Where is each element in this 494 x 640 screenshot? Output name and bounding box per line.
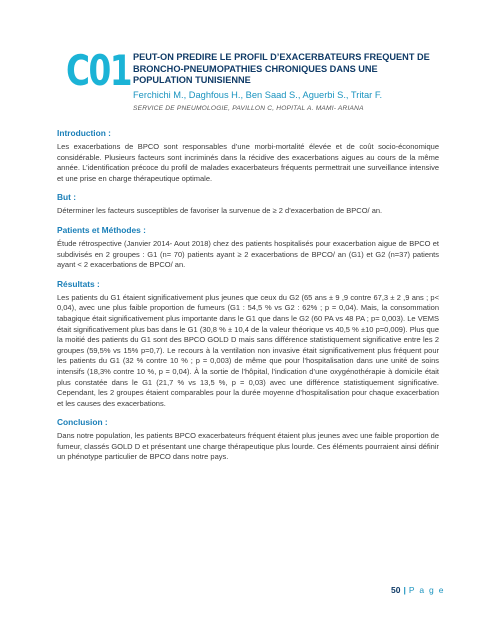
section-methods (57, 225, 439, 271)
section-but (57, 192, 439, 217)
page-number: 50 (391, 585, 401, 595)
abstract-body (57, 128, 439, 471)
page-footer (391, 585, 445, 595)
section-text: Étude rétrospective (Janvier 2014- Aout 2018) chez des patients hospitalisés pour exacerbation aigue de BPCO et subdivisés en 2 groupes : G1 (n= 70) patients ayant ≥ 2 exacerbations de BPCO/ an (G1) et G2 (n=37) patients ayant < 2 exacerbations de BPCO/ an. (57, 238, 439, 270)
abstract-title: PEUT-ON PREDIRE LE PROFIL D’EXACERBATEURS FREQUENT DE BRONCHO-PNEUMOPATHIES CHRONIQUES DANS UNE POPULATION TUNISIENNE (133, 52, 430, 85)
section-title: Introduction : (57, 128, 111, 138)
section-conclusion (57, 417, 439, 463)
section-text: Les exacerbations de BPCO sont responsables d’une morbi-mortalité élevée et de coût socio-économique considérable. Plusieurs facteurs sont incriminés dans la récidive des exacerbations aigues au cours de la même année. L’identification précoce du profil de malades exacerbateurs fréquents permettrait une surveillance intensive et une prise en charge thérapeutique optimale. (57, 142, 439, 183)
section-title: But : (57, 192, 77, 203)
affiliation: SERVICE DE PNEUMOLOGIE, PAVILLON C, HOPITAL A. MAMI- ARIANA (133, 104, 364, 112)
abstract-code: C01 (66, 46, 131, 95)
section-title: Conclusion : (57, 417, 108, 428)
footer-separator: | (403, 585, 406, 595)
abstract-header (133, 52, 433, 113)
section-results (57, 279, 439, 410)
section-text: Les patients du G1 étaient significativement plus jeunes que ceux du G2 (65 ans ± 9 ,9 contre 67,3 ± 2 ,9 ans ; p< 0,04), avec une plus faible proportion de fumeurs (G1 : 54,5 % vs G2 : 62% ; p = 0,04). Mais, la consommation tabagique était significativement plus importante dans le G1 que dans le G2 (60 PA vs 48 PA ; p= 0,003). Le VEMS était significativement plus bas dans le G1 (30,8 % ± 10,4 de la valeur théorique vs 40,5 % ±10 p=0,009). Plus que la moitié des patients du G1 sont des BPCO GOLD D mais sans différence statistiquement significative entre les 2 groupes (59,5% vs 15% p=0,7). Le recours à la ventilation non invasive était significativement plus fréquent pour les patients du G1 (32 % contre 10 % ; p = 0,003) de même que pour l’hospitalisation dans une unité de soins intensifs (18,3% contre 10 %, p = 0,04). À la sortie de l’hôpital, l’indication d’une oxygénothérapie à domicile était plus constatée dans le G1 (21,7 % vs 13,5 %, p = 0,03) avec une différence statistiquement significative. Cependant, les 2 groupes étaient comparables pour la durée moyenne d’hospitalisation pour chaque exacerbation et les causes des exacerbations. (57, 292, 439, 408)
section-title: Patients et Méthodes : (57, 224, 146, 235)
section-title: Résultats : (57, 278, 100, 289)
section-text: Déterminer les facteurs susceptibles de favoriser la survenue de ≥ 2 d’exacerbation de BPCO/ an. (57, 206, 383, 216)
authors: Ferchichi M., Daghfous H., Ben Saad S., Aguerbi S., Tritar F. (133, 89, 383, 100)
section-introduction (57, 128, 439, 184)
page-word: P a g e (408, 585, 445, 595)
section-text: Dans notre population, les patients BPCO exacerbateurs fréquent étaient plus jeunes avec une faible proportion de fumeur, classés GOLD D et présentant une charge thérapeutique plus lourde. Ces éléments pourraient ainsi définir un phénotype particulier de BPCO dans notre pays. (57, 431, 439, 462)
